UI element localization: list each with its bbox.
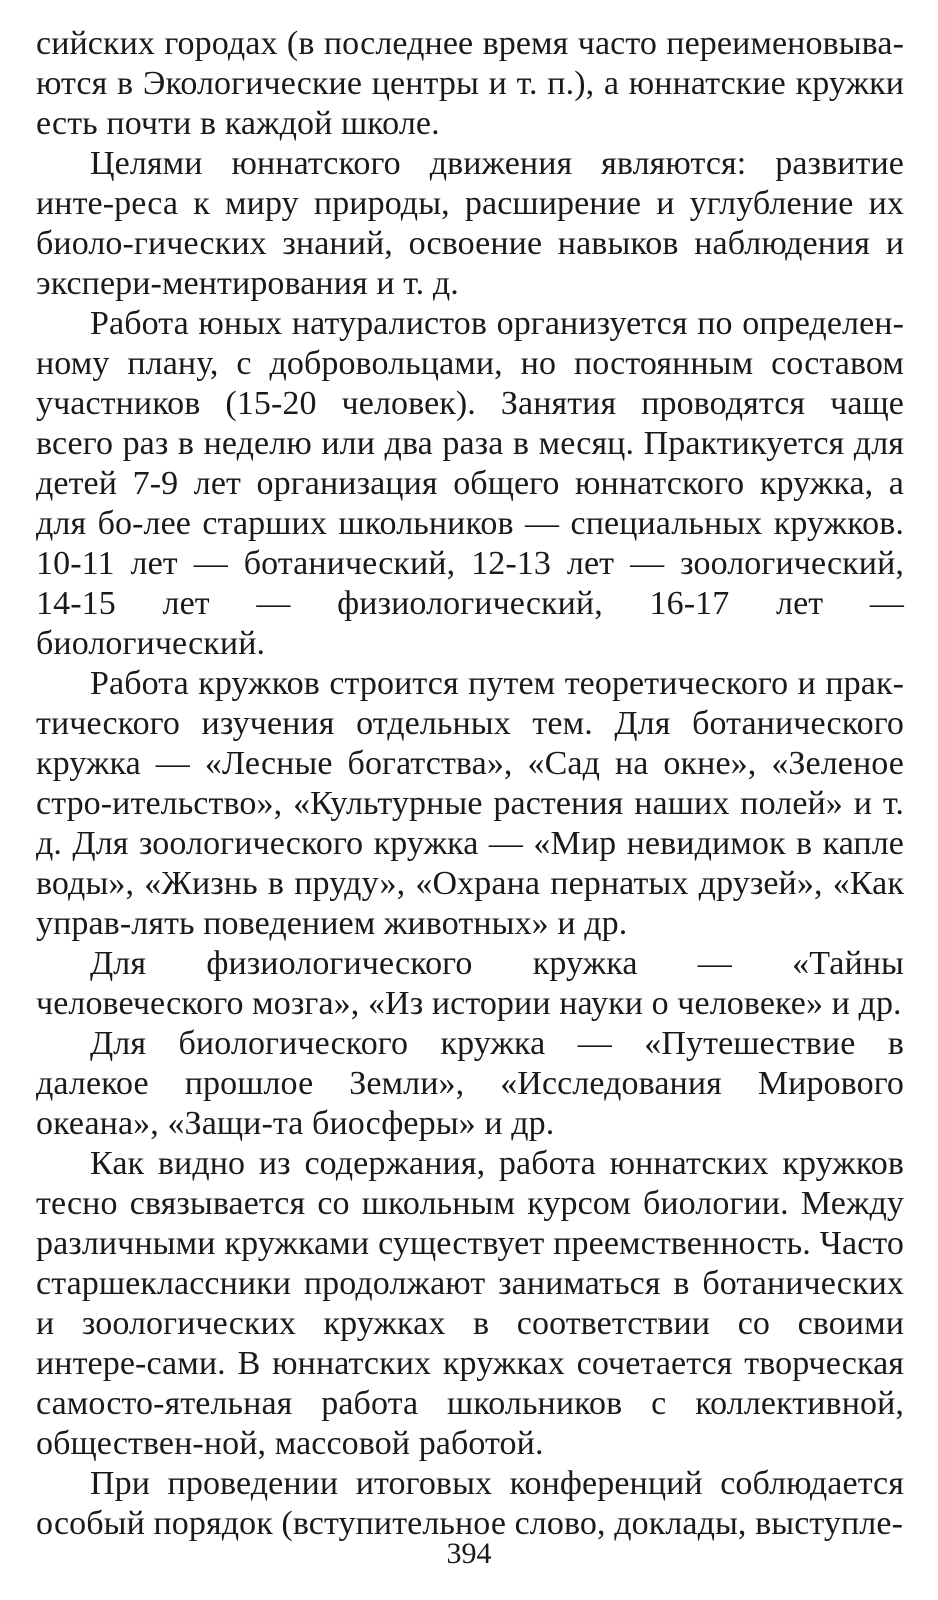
page-number: 394: [446, 1537, 492, 1570]
paragraph-organization: Работа юных натуралистов организуется по определен-ному плану, с добровольцами, но постоянным составом участников (15-20 человек). Занятия проводятся чаще всего раз в неделю или два раза в месяц. Практикуется для детей 7-9 лет организация общего юннатского кружка, а для бо-лее старших школьников — специальных кружков. 10-11 лет — ботанический, 12-13 лет — зоологический, 14-15 лет — физиологический, 16-17 лет — биологический.: [36, 305, 904, 662]
paragraph-biology: Для биологического кружка — «Путешествие в далекое прошлое Земли», «Исследования Мирового океана», «Защи-та биосферы» и др.: [36, 1025, 904, 1142]
paragraph-topics: Работа кружков строится путем теоретического и прак-тического изучения отдельных тем. Для ботанического кружка — «Лесные богатства», «Сад на окне», «Зеленое стро-ительство», «Культурные растения наших полей» и т. д. Для зоологического кружка — «Мир невидимок в капле воды», «Жизнь в пруду», «Охрана пернатых друзей», «Как управ-лять поведением животных» и др.: [36, 665, 904, 942]
paragraph-physiology: Для физиологического кружка — «Тайны человеческого мозга», «Из истории науки о человеке» и др.: [36, 945, 904, 1022]
paragraph-content-summary: Как видно из содержания, работа юннатских кружков тесно связывается со школьным курсом биологии. Между различными кружками существует преемственность. Часто старшеклассники продолжают заниматься в ботанических и зоологических кружках в соответствии со своими интере-сами. В юннатских кружках сочетается творческая самосто-ятельная работа школьников с коллективной, обществен-ной, массовой работой.: [36, 1145, 904, 1462]
paragraph-goals: Целями юннатского движения являются: развитие инте-реса к миру природы, расширение и углубление их биоло-гических знаний, освоение навыков наблюдения и экспери-ментирования и т. д.: [36, 145, 904, 302]
body-text: [36, 24, 904, 1544]
paragraph-continued: сийских городах (в последнее время часто переименовыва-ются в Экологические центры и т. п.), а юннатские кружки есть почти в каждой школе.: [36, 25, 904, 142]
paragraph-conferences: При проведении итоговых конференций соблюдается особый порядок (вступительное слово, доклады, выступле-: [36, 1465, 904, 1542]
